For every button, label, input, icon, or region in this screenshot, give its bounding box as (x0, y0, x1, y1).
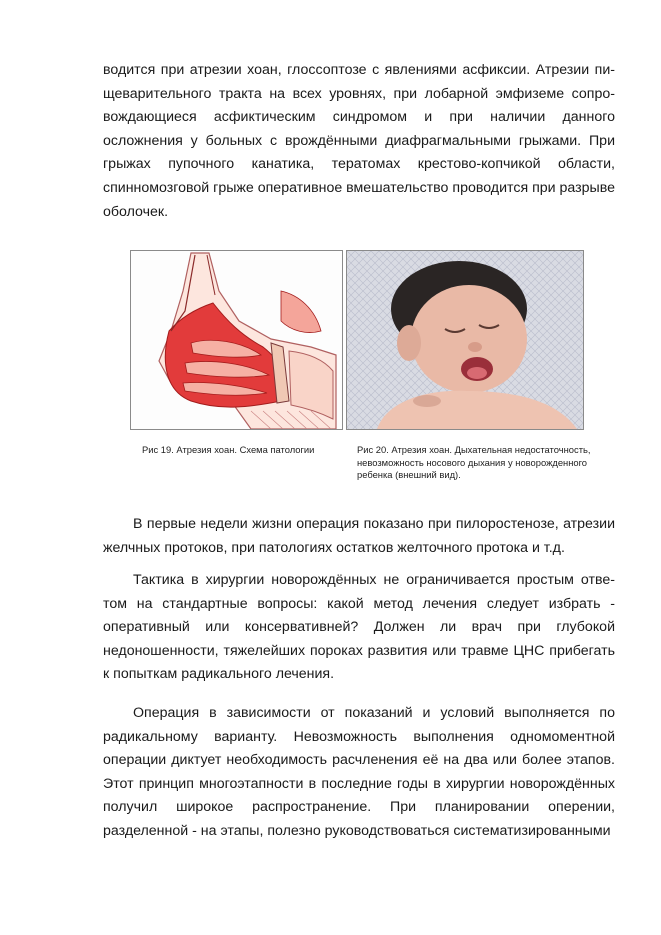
figure-choanal-atresia-diagram (130, 250, 343, 430)
paragraph-4: Операция в зависимости от показаний и условий выполняется по радикальному варианту. Невозможность выполнения одномоментной операции диктует необходимость расчленения её на два или более этапов. Этот принцип многоэтапности в последние годы в хирургии новорождённых получил широкое распространение. При планировании оперении, разделенной - на этапы, полезно руководствоваться систематизированными (103, 705, 615, 839)
paragraph-2: В первые недели жизни операция показано при пилоростенозе, атрезии желчных протоков, при патологиях остатков желточного протока и т.д. (103, 516, 615, 556)
nasal-cavity-diagram (131, 251, 342, 429)
figure-20-caption: Рис 20. Атрезия хоан. Дыхательная недостаточность, невозможность носового дыхания у новорожденного ребенка (внешний вид). (357, 444, 591, 481)
newborn-photo-illustration (347, 251, 583, 429)
figure-newborn-photo (346, 250, 584, 430)
figure-19-caption: Рис 19. Атрезия хоан. Схема патологии (142, 444, 315, 455)
paragraph-1: водится при атрезии хоан, глоссоптозе с явлениями асфиксии. Атрезии пи-щеварительного тракта на всех уровнях, при лобарной эмфиземе сопро-вождающиеся асфиктическим синдромом и при наличии данного осложнения у больных с врождёнными диафрагмальными грыжами. При грыжах пупочного канатика, тератомах крестово-копчикой области, спинномозговой грыже оперативное вмешательство проводится при разрыве оболочек. (103, 62, 615, 220)
paragraph-3: Тактика в хирургии новорождённых не ограничивается простым отве-том на стандартные вопросы: какой метод лечения следует избрать - оперативный или консервативней? Должен ли врач при глубокой недоношенности, тяжелейших пороках развития или травме ЦНС прибегать к попыткам радикального лечения. (103, 572, 615, 683)
